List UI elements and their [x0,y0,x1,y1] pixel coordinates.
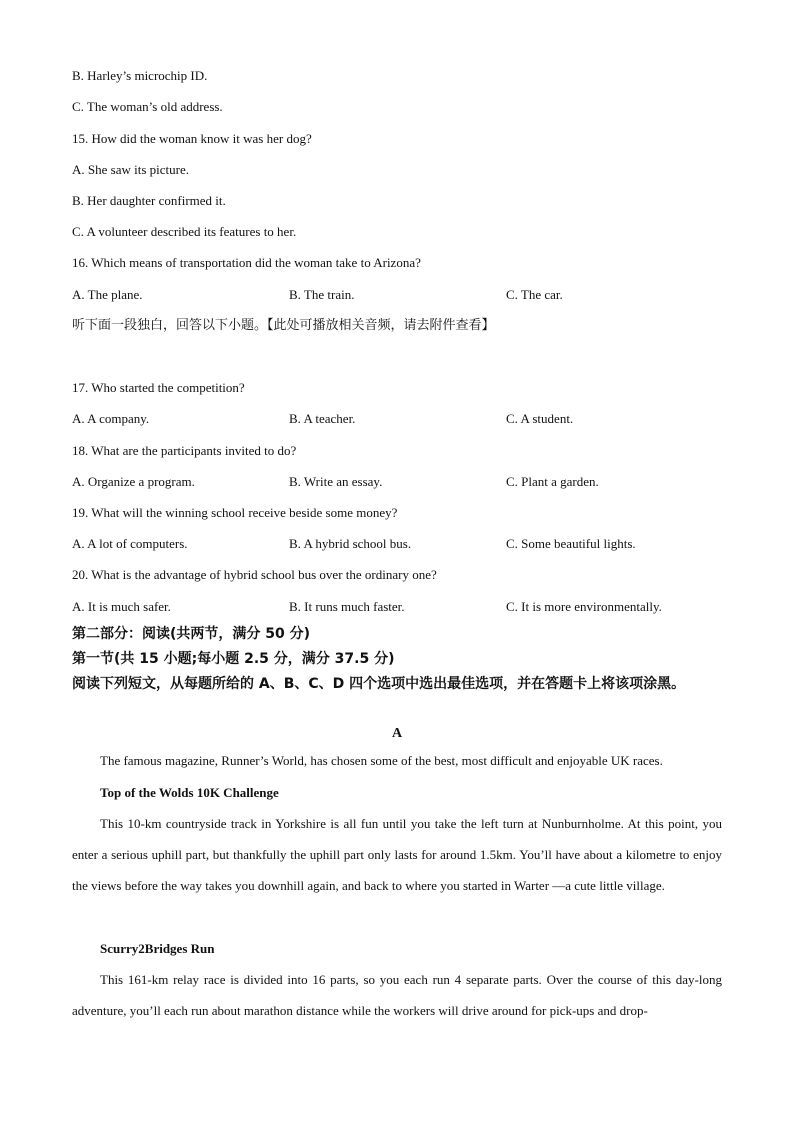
reading-instruction: 阅读下列短文，从每题所给的 A、B、C、D 四个选项中选出最佳选项，并在答题卡上将该项涂黑。 [72,676,686,692]
q18-option-c: C. Plant a garden. [506,474,599,489]
q19-option-c: C. Some beautiful lights. [506,536,636,551]
q17-option-b: B. A teacher. [289,411,356,426]
reading-section-title: 第一节(共 15 小题;每小题 2.5 分，满分 37.5 分) [72,651,395,667]
q14-option-b: B. Harley’s microchip ID. [72,68,208,83]
race1-title: Top of the Wolds 10K Challenge [100,785,279,800]
q18-question: 18. What are the participants invited to do? [72,443,297,458]
q14-option-c: C. The woman’s old address. [72,99,223,114]
q16-option-a: A. The plane. [72,287,143,302]
q16-option-c: C. The car. [506,287,563,302]
q16-option-b: B. The train. [289,287,355,302]
q17-option-a: A. A company. [72,411,150,426]
q20-option-c: C. It is more environmentally. [506,599,662,614]
q18-option-a: A. Organize a program. [72,474,195,489]
q17-option-c: C. A student. [506,411,574,426]
race2-text: This 161-km relay race is divided into 16 parts, so you each run 4 separate parts. Over the course of this day-long adventure, you’ll each run about marathon distance while the workers will drive around for pick-ups and drop- [72,972,722,1018]
race1-text: This 10-km countryside track in Yorkshire is all fun until you take the left turn at Nunburnholme. At this point, you enter a serious uphill part, but thankfully the uphill part only lasts for around 1.5km. You’ll have about a kilometre to enjoy the views before the way takes you downhill again, and back to where you started in Warter —a cute little village. [72,816,722,893]
q20-question: 20. What is the advantage of hybrid school bus over the ordinary one? [72,567,437,582]
q15-option-b: B. Her daughter confirmed it. [72,193,226,208]
q19-option-b: B. A hybrid school bus. [289,536,412,551]
passage-letter: A [391,726,403,741]
q20-option-a: A. It is much safer. [72,599,171,614]
q18-option-b: B. Write an essay. [289,474,383,489]
q15-question: 15. How did the woman know it was her dog? [72,131,312,146]
q15-option-c: C. A volunteer described its features to her. [72,224,297,239]
q20-option-b: B. It runs much faster. [289,599,405,614]
reading-part-title: 第二部分：阅读(共两节，满分 50 分) [72,626,311,642]
monologue-instruction: 听下面一段独白，回答以下小题。【此处可播放相关音频，请去附件查看】 [72,318,495,333]
q17-question: 17. Who started the competition? [72,380,245,395]
q19-option-a: A. A lot of computers. [72,536,188,551]
q15-option-a: A. She saw its picture. [72,162,189,177]
q19-question: 19. What will the winning school receive beside some money? [72,505,398,520]
passage-intro: The famous magazine, Runner’s World, has chosen some of the best, most difficult and enjoyable UK races. [100,753,663,768]
race2-title: Scurry2Bridges Run [100,941,215,956]
q16-question: 16. Which means of transportation did the woman take to Arizona? [72,255,421,270]
